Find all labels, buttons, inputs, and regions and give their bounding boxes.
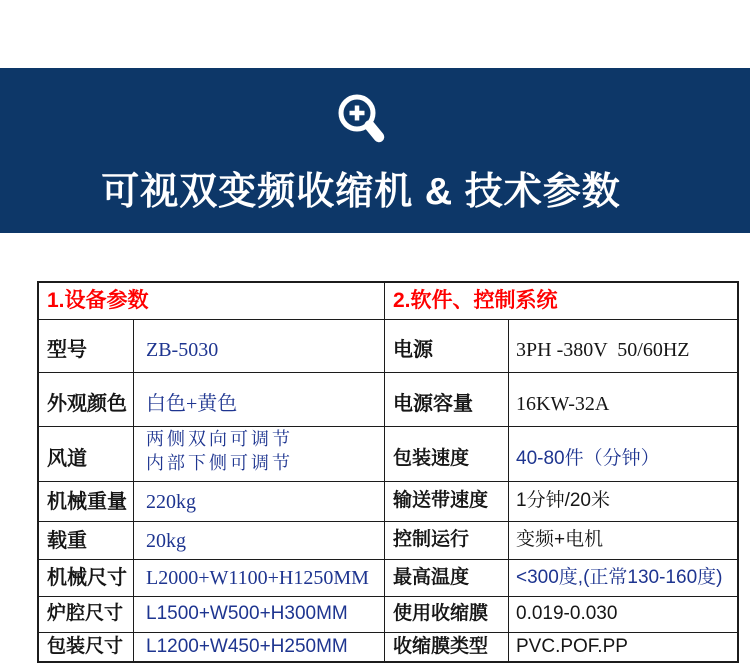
spec-value-film-type: PVC.POF.PP — [516, 635, 628, 657]
spec-label-machine-weight: 机械重量 — [39, 482, 134, 522]
spec-value-packing-speed: 40-80件（分钟） — [509, 427, 737, 482]
spec-value-package-size: L1200+W450+H250MM — [134, 633, 385, 661]
spec-value-conveyor-speed: 1分钟/20米 — [509, 482, 737, 522]
spec-label-control-operation: 控制运行 — [385, 522, 509, 560]
spec-label-package-size: 包装尺寸 — [39, 633, 134, 661]
banner-content — [101, 68, 621, 215]
spec-value-power: 3PH -380V 50/60HZ — [509, 320, 737, 373]
spec-label-machine-size: 机械尺寸 — [39, 560, 134, 597]
air-duct-lines: 两侧双向可调节 内部下侧可调节 — [146, 428, 293, 474]
zoom-in-magnifier-icon — [332, 90, 390, 152]
spec-value-max-temperature: <300度,(正常130-160度) — [509, 560, 737, 597]
spec-label-appearance-color: 外观颜色 — [39, 373, 134, 427]
spec-value-appearance-color: 白色+黄色 — [134, 373, 385, 427]
spec-value-machine-size: L2000+W1100+H1250MM — [134, 560, 385, 597]
spec-label-packing-speed: 包装速度 — [385, 427, 509, 482]
spec-label-model: 型号 — [39, 320, 134, 373]
spec-value-film-used: 0.019-0.030 — [509, 597, 737, 633]
spec-value-power-capacity: 16KW-32A — [509, 373, 737, 427]
spec-label-conveyor-speed: 输送带速度 — [385, 482, 509, 522]
spec-label-oven-size: 炉腔尺寸 — [39, 597, 134, 633]
spec-value-model: ZB-5030 — [134, 320, 385, 373]
spec-label-film-type: 收缩膜类型 — [385, 633, 509, 661]
spec-label-film-used: 使用收缩膜 — [385, 597, 509, 633]
spec-value-machine-weight: 220kg — [134, 482, 385, 522]
spec-label-air-duct: 风道 — [39, 427, 134, 482]
page-title: 可视双变频收缩机 & 技术参数 — [101, 171, 621, 213]
spec-label-power: 电源 — [385, 320, 509, 373]
spec-value-control-operation: 变频+电机 — [509, 522, 737, 560]
spec-table — [37, 281, 739, 663]
spec-value-load-capacity: 20kg — [134, 522, 385, 560]
spec-label-power-capacity: 电源容量 — [385, 373, 509, 427]
title-banner — [0, 68, 750, 233]
section-header-software-control — [385, 283, 737, 320]
section-header-label: 2.软件、控制系统 — [393, 289, 558, 312]
spec-label-load-capacity: 载重 — [39, 522, 134, 560]
section-header-label: 1.设备参数 — [47, 289, 149, 312]
spec-label-max-temperature: 最高温度 — [385, 560, 509, 597]
spec-value-air-duct — [134, 427, 385, 482]
spec-value-oven-size: L1500+W500+H300MM — [134, 597, 385, 633]
section-header-equipment — [39, 283, 385, 320]
